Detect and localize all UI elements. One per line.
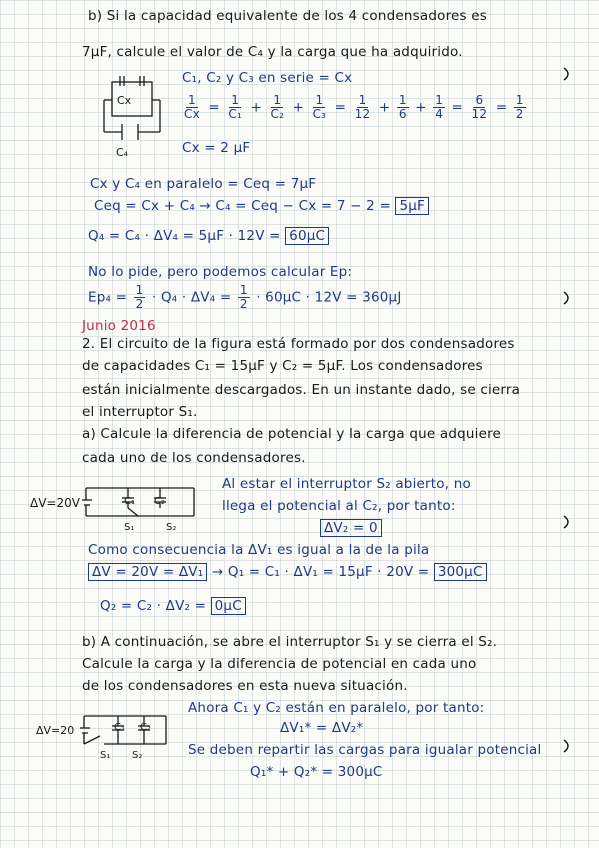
part-b2-line2: Calcule la carga y la diferencia de potencial en cada uno (82, 656, 477, 672)
part-b2-line1: b) A continuación, se abre el interruptor S₁ y se cierra el S₂. (82, 634, 498, 650)
fraction-denominator: C₃ (312, 107, 327, 121)
dv2-zero-box: ΔV₂ = 0 (320, 519, 382, 537)
energy-result: · 60μC · 12V = 360μJ (256, 289, 402, 306)
section-title-junio-2016: Junio 2016 (82, 318, 156, 334)
fig3-note3: Se deben repartir las cargas para igualar potencial (188, 742, 542, 758)
fraction (470, 94, 490, 121)
q2-line3: están inicialmente descargados. En un instante dado, se cierra (82, 382, 521, 398)
fraction (182, 94, 202, 121)
parallel-line1: Cx y C₄ en paralelo = Ceq = 7μF (90, 176, 317, 192)
fraction-numerator: 1 (273, 93, 282, 107)
fraction-denominator: 4 (435, 107, 444, 121)
charge-q4-line (88, 228, 329, 245)
operator: + (245, 99, 267, 116)
fig3-note1: Ahora C₁ y C₂ están en paralelo, por tanto: (188, 700, 485, 716)
q2-charge-line (100, 598, 246, 615)
notebook-ring-marks (560, 60, 580, 820)
consequence-line1: Como consecuencia la ΔV₁ es igual a la de la pila (88, 542, 430, 558)
operator: = (330, 99, 351, 116)
capacitor-network-figure (100, 70, 170, 150)
operator: + (374, 99, 395, 116)
charge-q4-text: Q₄ = C₄ · ΔV₄ = 5μF · 12V = (88, 228, 281, 244)
consequence-line2 (88, 564, 487, 581)
fig2-note1: Al estar el interruptor S₂ abierto, no (222, 476, 471, 492)
fraction-denominator: 12 (354, 107, 371, 121)
fraction-numerator: 6 (475, 93, 484, 107)
q2-line4: el interruptor S₁. (82, 404, 198, 420)
series-result: Cx = 2 μF (182, 140, 251, 156)
q2-line2: de capacidades C₁ = 15μF y C₂ = 5μF. Los condensadores (82, 358, 483, 374)
operator: = (203, 99, 225, 116)
fraction-denominator: C₂ (270, 107, 285, 121)
q4-result-box: 60μC (285, 227, 329, 245)
energy-mid: · Q₄ · ΔV₄ = (151, 289, 232, 306)
c4-label: C₄ (116, 146, 129, 159)
fraction-numerator: 1 (515, 93, 524, 107)
dv-box: ΔV = 20V = ΔV₁ (88, 563, 207, 581)
c4-result-box: 5μF (395, 197, 429, 215)
question-b-line2: 7μF, calcule el valor de C₄ y la carga que ha adquirido. (82, 44, 463, 60)
cx-label: Cx (117, 94, 132, 107)
fig2-voltage-label: ΔV=20V (30, 496, 80, 510)
q2-line1: 2. El circuito de la figura está formado por dos condensadores (82, 336, 515, 352)
energy-lhs: Ep₄ = (88, 289, 128, 306)
fig2-c2-label: C₂ (154, 496, 165, 507)
q1-result-box: 300μC (434, 563, 487, 581)
fig3-note2: ΔV₁* = ΔV₂* (280, 720, 364, 736)
fraction-numerator: 1 (231, 93, 240, 107)
q2-charge-text: Q₂ = C₂ · ΔV₂ = (100, 598, 207, 614)
parallel-line2 (94, 198, 429, 215)
operator: = (447, 99, 468, 116)
fraction (311, 94, 329, 121)
energy-intro: No lo pide, pero podemos calcular Ep: (88, 264, 353, 280)
series-heading: C₁, C₂ y C₃ en serie = Cx (182, 70, 353, 86)
fraction-denominator: Cx (184, 107, 200, 121)
fig3-s1-label: S₁ (100, 750, 111, 761)
fraction-denominator: C₁ (228, 107, 242, 121)
fig2-s1-label: S₁ (124, 522, 135, 533)
fraction-denominator: 12 (471, 107, 488, 121)
operator: = (491, 99, 512, 116)
circuit-figure-2 (82, 478, 202, 528)
operator: + (410, 99, 432, 116)
fraction-denominator: 6 (398, 107, 407, 121)
fraction (226, 94, 244, 121)
circuit-figure-3 (80, 706, 180, 756)
fraction (397, 94, 409, 121)
fig2-note2: llega el potencial al C₂, por tanto: (222, 498, 456, 514)
q2-line6: cada uno de los condensadores. (82, 450, 306, 466)
half-fraction-2: $\frac{1}{2}$ (239, 283, 248, 311)
part-b2-line3: de los condensadores en esta nueva situación. (82, 678, 408, 694)
fig2-c1-label: C₁ (124, 496, 135, 507)
q1-text: → Q₁ = C₁ · ΔV₁ = 15μF · 20V = (211, 564, 430, 580)
fraction-denominator: 2 (515, 107, 524, 121)
fraction (433, 94, 445, 121)
fig3-c1-label: C₁ (114, 722, 125, 733)
dv2-zero-box-wrap (320, 520, 382, 537)
fraction (353, 94, 373, 121)
fraction-numerator: 1 (315, 93, 324, 107)
series-fraction-equation (180, 94, 528, 121)
operator: + (288, 99, 309, 116)
parallel-line2-text: Ceq = Cx + C₄ → C₄ = Ceq − Cx = 7 − 2 = (94, 198, 391, 214)
fraction-numerator: 1 (398, 93, 407, 107)
fig2-s2-label: S₂ (166, 522, 177, 533)
fraction (268, 94, 286, 121)
question-b-line1: b) Si la capacidad equivalente de los 4 condensadores es (88, 8, 488, 24)
fig3-voltage-label: ΔV=20 (36, 724, 75, 737)
half-fraction-1: $\frac{1}{2}$ (135, 283, 144, 311)
q2-line5: a) Calcule la diferencia de potencial y la carga que adquiere (82, 426, 502, 442)
fraction (514, 94, 526, 121)
fig3-c2-label: C₂ (140, 722, 151, 733)
q2-result-box: 0μC (211, 597, 246, 615)
fig3-note4: Q₁* + Q₂* = 300μC (250, 764, 383, 780)
fraction-numerator: 1 (358, 93, 367, 107)
fraction-numerator: 1 (188, 93, 196, 107)
fraction-numerator: 1 (435, 93, 444, 107)
energy-equation (88, 284, 402, 311)
fig3-s2-label: S₂ (132, 750, 143, 761)
